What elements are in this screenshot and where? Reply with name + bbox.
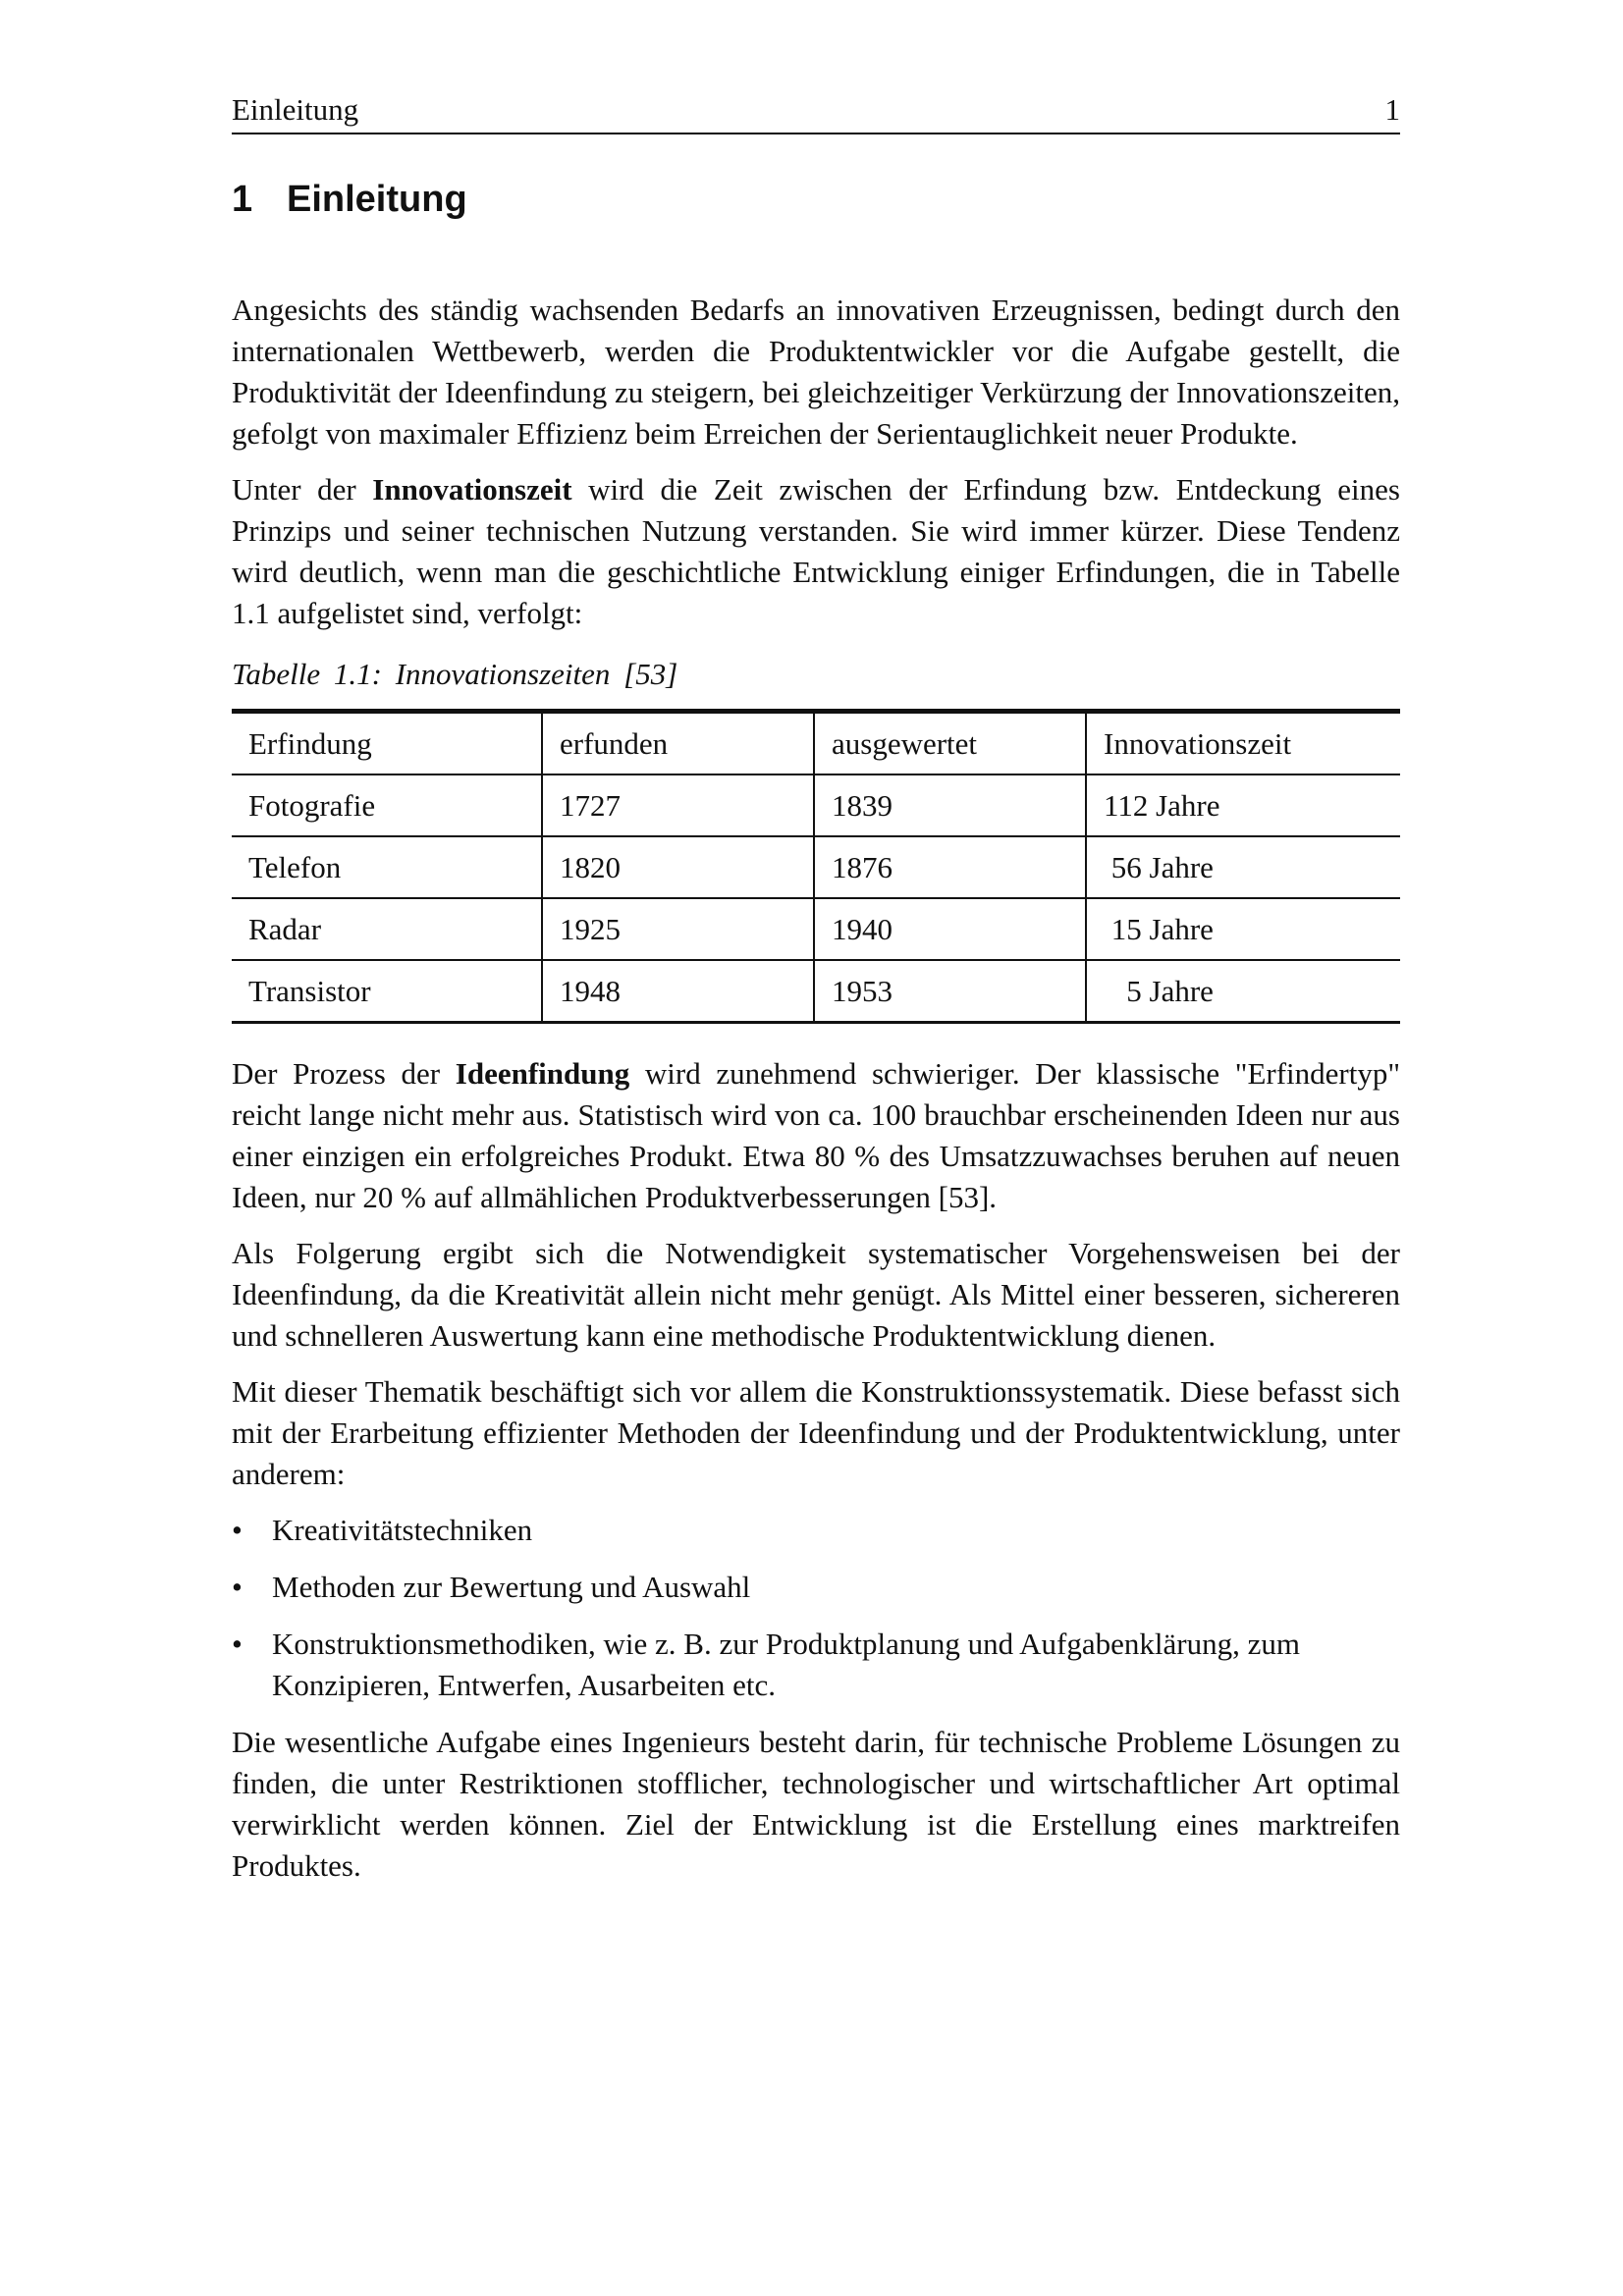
table-cell: 15 Jahre xyxy=(1086,898,1400,960)
table-cell: 1925 xyxy=(542,898,814,960)
running-header xyxy=(232,90,1400,134)
body-text xyxy=(232,290,1400,1887)
paragraph-intro: Angesichts des ständig wachsenden Bedarfs an innovativen Erzeugnissen, bedingt durch den internationalen Wettbewerb, werden die Produktentwickler vor die Aufgabe gestellt, die Produktivität der Ideenfindung zu steigern, bei gleichzeitiger Verkürzung der Innovationszeiten, gefolgt von maximaler Effizienz beim Erreichen der Serientauglichkeit neuer Produkte. xyxy=(232,293,1400,451)
table-caption: Tabelle 1.1: Innovationszeiten [53] xyxy=(232,657,678,691)
paragraph-innovationszeit: Unter der Innovationszeit wird die Zeit zwischen der Erfindung bzw. Entdeckung eines Prinzips und seiner technischen Nutzung verstanden. Sie wird immer kürzer. Diese Tendenz wird deutlich, wenn man die geschichtliche Entwicklung einiger Erfindungen, die in Tabelle 1.1 aufgelistet sind, verfolgt: xyxy=(232,472,1400,630)
table-cell: 56 Jahre xyxy=(1086,836,1400,898)
column-header: Erfindung xyxy=(232,712,542,775)
table-cell: 1876 xyxy=(814,836,1086,898)
term-innovationszeit: Innovationszeit xyxy=(372,472,572,507)
chapter-number: 1 xyxy=(232,179,253,220)
table-cell: Transistor xyxy=(232,960,542,1023)
paragraph-ingenieur: Die wesentliche Aufgabe eines Ingenieurs besteht darin, für technische Probleme Lösungen zu finden, die unter Restriktionen stofflicher, technologischer und wirtschaftlicher Art optimal verwirklicht werden können. Ziel der Entwicklung ist die Erstellung eines marktreifen Produktes. xyxy=(232,1725,1400,1883)
table-cell: 5 Jahre xyxy=(1086,960,1400,1023)
method-list xyxy=(232,1510,1400,1706)
table-cell: 112 Jahre xyxy=(1086,774,1400,836)
list-item: • Kreativitätstechniken xyxy=(232,1510,1400,1551)
chapter-heading xyxy=(232,170,1400,229)
term-ideenfindung: Ideenfindung xyxy=(455,1056,630,1091)
table-cell: Fotografie xyxy=(232,774,542,836)
column-header: ausgewertet xyxy=(814,712,1086,775)
document-page xyxy=(232,90,1400,1901)
table-cell: 1953 xyxy=(814,960,1086,1023)
table-header-row xyxy=(232,712,1400,775)
bullet-icon: • xyxy=(232,1513,243,1547)
bullet-icon: • xyxy=(232,1627,243,1661)
column-header: Innovationszeit xyxy=(1086,712,1400,775)
table-cell: 1820 xyxy=(542,836,814,898)
paragraph-folgerung: Als Folgerung ergibt sich die Notwendigkeit systematischer Vorgehensweisen bei der Ideenfindung, da die Kreativität allein nicht mehr genügt. Als Mittel einer besseren, sichereren und schnelleren Auswertung kann eine methodische Produktentwicklung dienen. xyxy=(232,1236,1400,1353)
table-cell: Radar xyxy=(232,898,542,960)
innovation-table xyxy=(232,709,1400,1024)
chapter-title: Einleitung xyxy=(287,179,467,220)
table-cell: 1940 xyxy=(814,898,1086,960)
paragraph-konstruktionssystematik: Mit dieser Thematik beschäftigt sich vor allem die Konstruktionssystematik. Diese befasst sich mit der Erarbeitung effizienter Methoden der Ideenfindung und der Produktentwicklung, unter anderem: xyxy=(232,1374,1400,1491)
table-cell: 1839 xyxy=(814,774,1086,836)
page-number: 1 xyxy=(1384,92,1400,127)
column-header: erfunden xyxy=(542,712,814,775)
running-title: Einleitung xyxy=(232,92,359,127)
table-row xyxy=(232,774,1400,836)
table-cell: Telefon xyxy=(232,836,542,898)
table-row xyxy=(232,960,1400,1023)
list-item: • Methoden zur Bewertung und Auswahl xyxy=(232,1567,1400,1608)
bullet-icon: • xyxy=(232,1570,243,1604)
table-row xyxy=(232,836,1400,898)
table-cell: 1948 xyxy=(542,960,814,1023)
table-row xyxy=(232,898,1400,960)
table-cell: 1727 xyxy=(542,774,814,836)
paragraph-ideenfindung: Der Prozess der Ideenfindung wird zunehmend schwieriger. Der klassische "Erfindertyp" reicht lange nicht mehr aus. Statistisch wird von ca. 100 brauchbar erscheinenden Ideen nur aus einer einzigen ein erfolgreiches Produkt. Etwa 80 % des Umsatzzuwachses beruhen auf neuen Ideen, nur 20 % auf allmählichen Produktverbesserungen [53]. xyxy=(232,1056,1400,1214)
list-item: • Konstruktionsmethodiken, wie z. B. zur Produktplanung und Aufgabenklärung, zum Konzipieren, Entwerfen, Ausarbeiten etc. xyxy=(232,1624,1400,1706)
